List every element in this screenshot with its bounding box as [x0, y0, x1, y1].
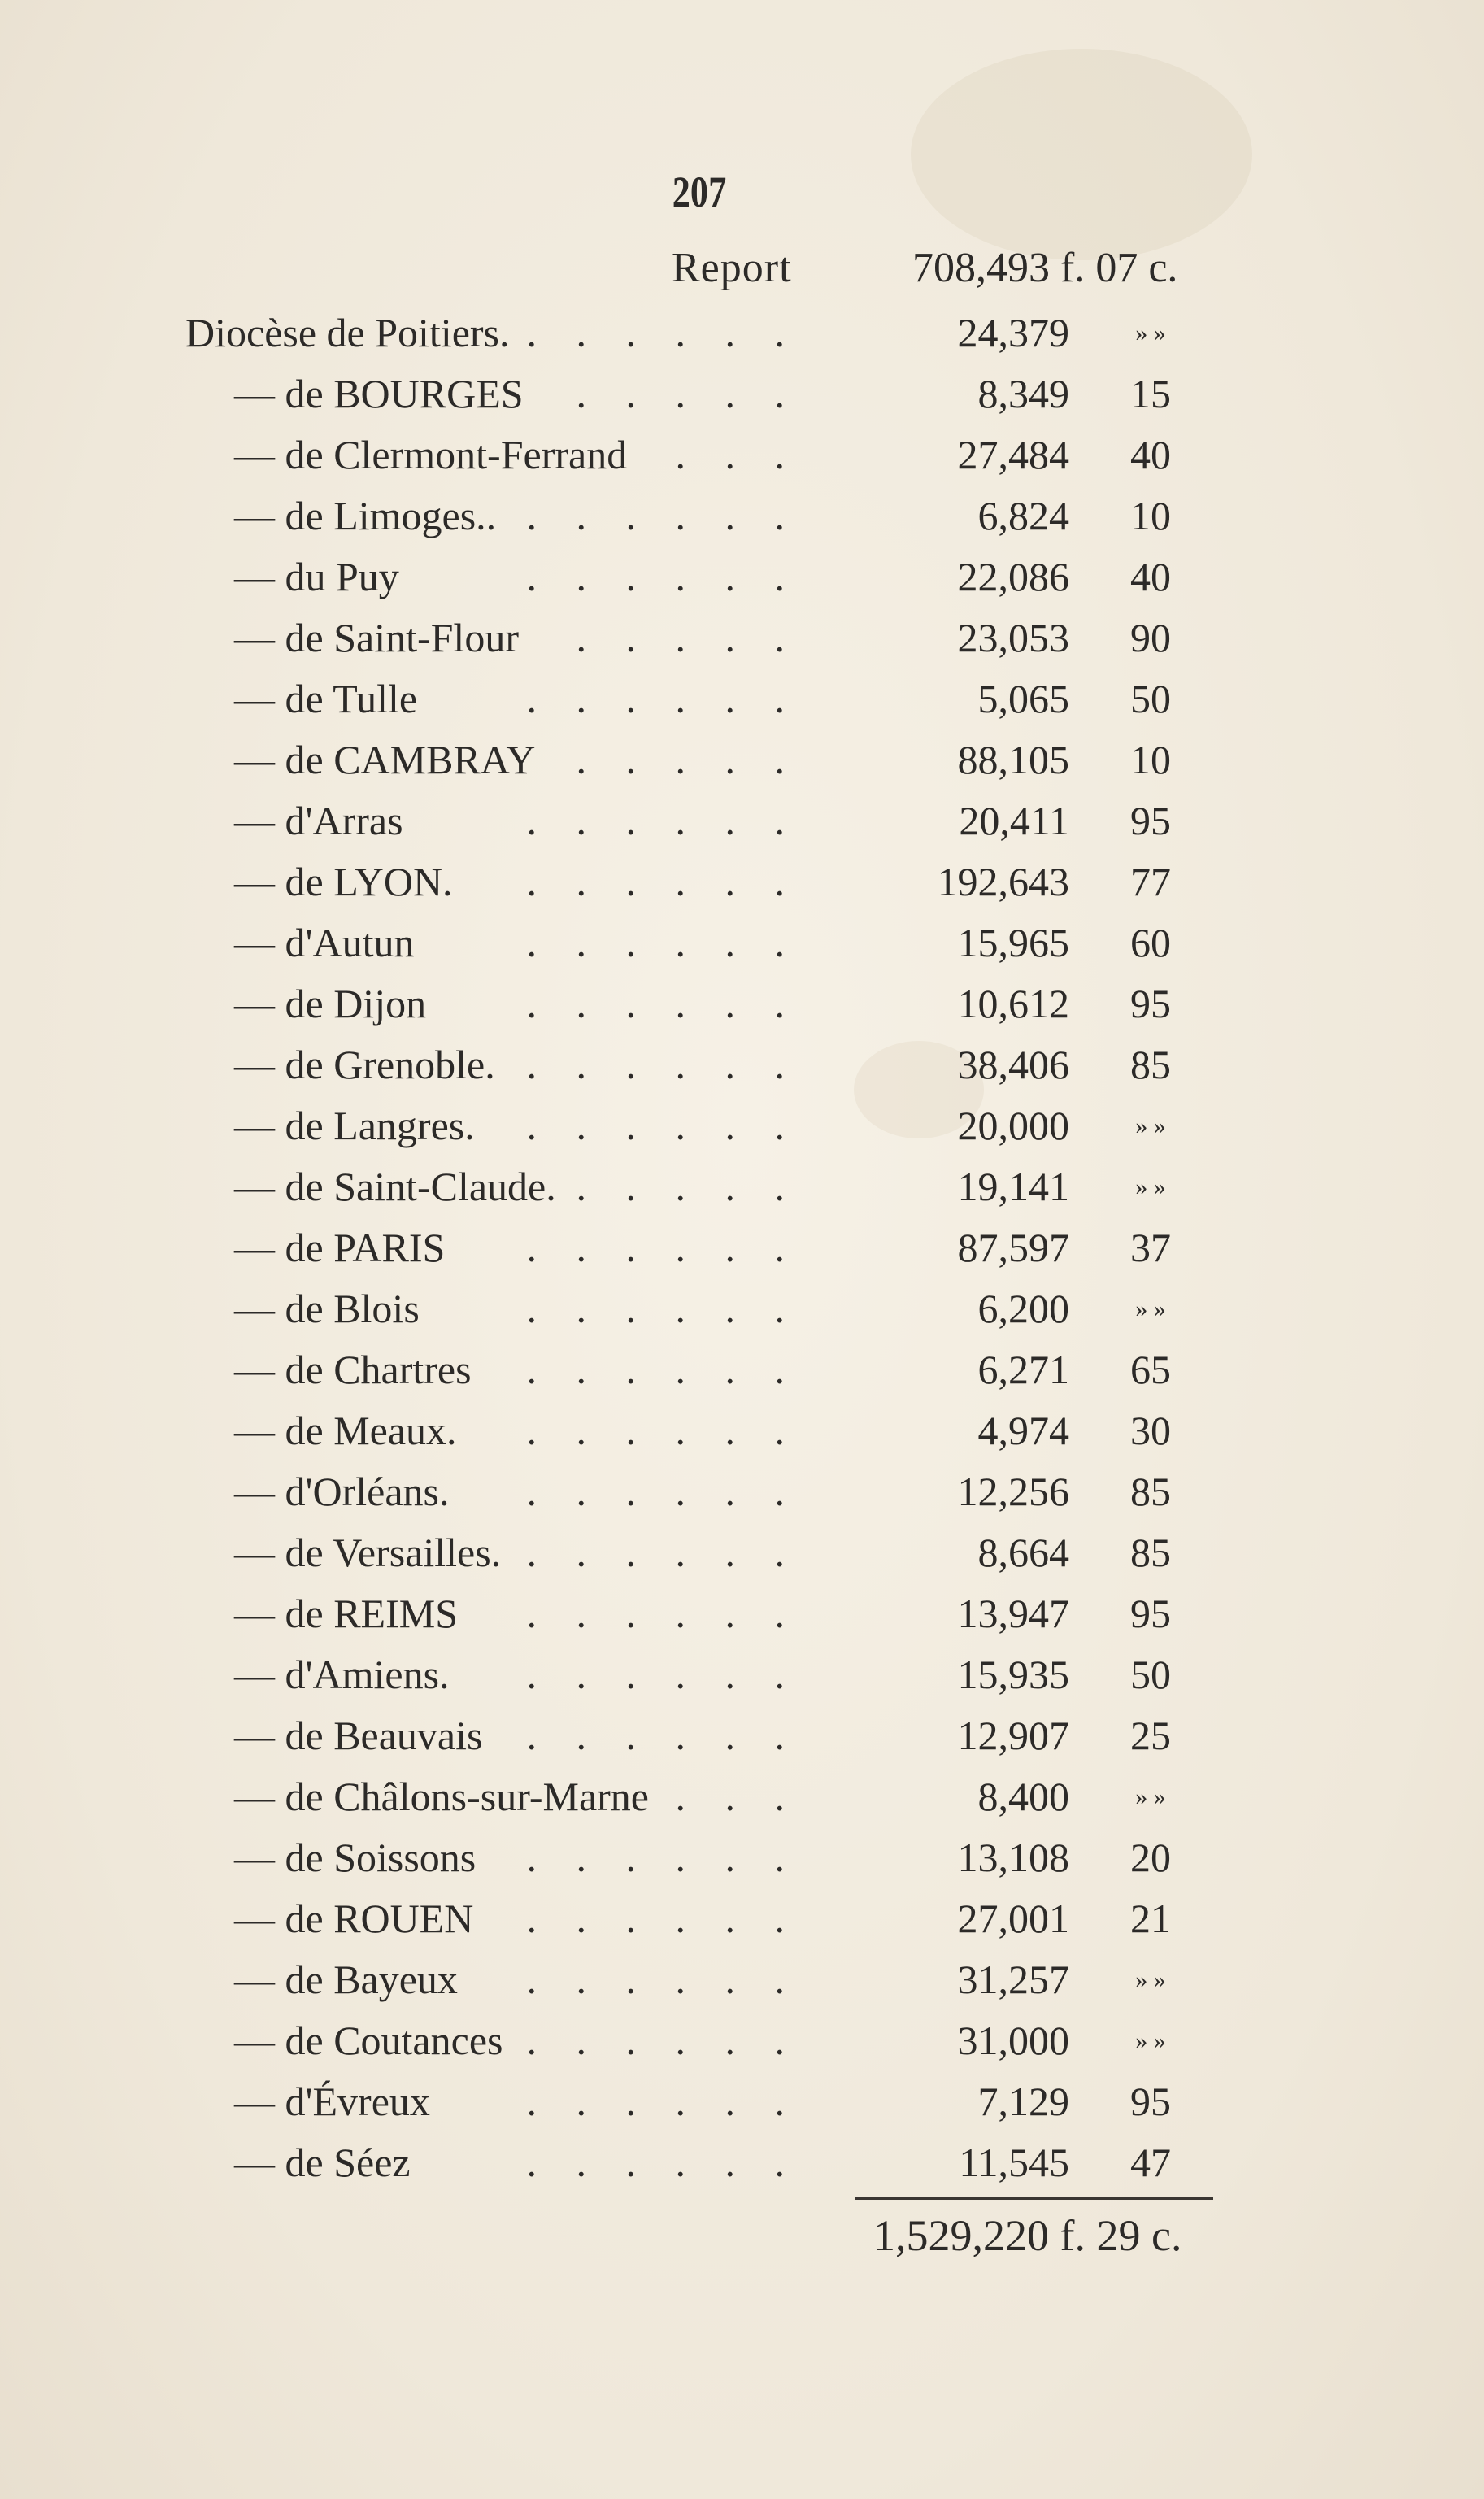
- diocese-row: [0, 1339, 1484, 1400]
- leader-dots: . . . . . .: [526, 1957, 799, 2002]
- amount-francs: 13,947: [957, 1591, 1069, 1636]
- diocese-row: [0, 607, 1484, 668]
- leader-dots: . . . . . .: [526, 981, 799, 1026]
- diocese-name: — de ROUEN: [234, 1896, 474, 1941]
- amount-cents: 37: [1130, 1225, 1171, 1270]
- amount-cents: » »: [1135, 320, 1166, 346]
- diocese-row: [0, 1461, 1484, 1522]
- amount-francs: 87,597: [957, 1225, 1069, 1270]
- diocese-row: [0, 1827, 1484, 1888]
- amount-cents: 85: [1130, 1469, 1171, 1514]
- amount-francs: 7,129: [977, 2079, 1069, 2124]
- amount-francs: 6,200: [977, 1286, 1069, 1331]
- amount-cents: 10: [1130, 737, 1171, 782]
- diocese-row: [0, 1217, 1484, 1278]
- amount-francs: 88,105: [957, 737, 1069, 782]
- leader-dots: . . . . . .: [526, 2140, 799, 2185]
- diocese-name: — de Coutances: [234, 2018, 503, 2063]
- leader-dots: . . . . . .: [526, 1469, 799, 1514]
- diocese-row: [0, 303, 1484, 364]
- amount-cents: 47: [1130, 2140, 1171, 2185]
- diocese-row: [0, 1034, 1484, 1095]
- paper-stain: [911, 49, 1252, 260]
- grand-total: 1,529,220 f. 29 c.: [873, 2211, 1182, 2260]
- amount-francs: 13,108: [957, 1835, 1069, 1880]
- amount-francs: 19,141: [957, 1164, 1069, 1209]
- leader-dots: . . . . . .: [526, 1591, 799, 1636]
- amount-francs: 24,379: [957, 310, 1069, 355]
- amount-cents: 30: [1130, 1408, 1171, 1453]
- leader-dots: . . . . . .: [526, 1652, 799, 1697]
- leader-dots: . . . . . .: [526, 1835, 799, 1880]
- page-number: 207: [672, 168, 727, 216]
- amount-francs: 31,257: [957, 1957, 1069, 2002]
- diocese-name: — de Langres.: [234, 1103, 475, 1148]
- diocese-row: [0, 851, 1484, 912]
- diocese-list: [0, 303, 1484, 2193]
- leader-dots: . . . . . .: [526, 554, 799, 599]
- leader-dots: . . . . . .: [526, 1408, 799, 1453]
- amount-cents: 25: [1130, 1713, 1171, 1758]
- amount-cents: 15: [1130, 371, 1171, 416]
- diocese-row: [0, 973, 1484, 1034]
- leader-dots: . . . . . .: [526, 676, 799, 721]
- amount-cents: 50: [1130, 676, 1171, 721]
- diocese-row: [0, 1522, 1484, 1583]
- report-sum: 708,493 f. 07 c.: [912, 245, 1178, 291]
- diocese-name: — d'Amiens.: [234, 1652, 450, 1697]
- diocese-row: [0, 1278, 1484, 1339]
- diocese-name: — de Séez: [234, 2140, 411, 2185]
- diocese-name: — de Dijon: [234, 981, 427, 1026]
- diocese-row: [0, 729, 1484, 790]
- amount-francs: 20,411: [959, 798, 1069, 843]
- amount-cents: » »: [1135, 1966, 1166, 1993]
- diocese-name: — de Limoges..: [234, 493, 497, 538]
- report-label: Report: [672, 245, 792, 291]
- diocese-row: [0, 1400, 1484, 1461]
- amount-cents: » »: [1135, 1295, 1166, 1322]
- leader-dots: . . . . . .: [526, 310, 799, 355]
- amount-francs: 12,907: [957, 1713, 1069, 1758]
- diocese-name: — de CAMBRAY: [234, 737, 536, 782]
- diocese-name: — de Clermont-Ferrand: [234, 432, 628, 477]
- amount-francs: 15,965: [957, 920, 1069, 965]
- amount-francs: 6,271: [977, 1347, 1069, 1392]
- amount-cents: 21: [1130, 1896, 1171, 1941]
- diocese-name: — de BOURGES: [234, 371, 524, 416]
- leader-dots: . . . . . .: [526, 493, 799, 538]
- leader-dots: . . . . . .: [526, 1225, 799, 1270]
- amount-cents: 50: [1130, 1652, 1171, 1697]
- diocese-row: [0, 1156, 1484, 1217]
- diocese-row: [0, 668, 1484, 729]
- amount-francs: 6,824: [977, 493, 1069, 538]
- leader-dots: . . . . . .: [526, 2079, 799, 2124]
- amount-francs: 23,053: [957, 615, 1069, 660]
- diocese-name: — de Tulle: [234, 676, 418, 721]
- amount-francs: 27,001: [957, 1896, 1069, 1941]
- diocese-row: [0, 546, 1484, 607]
- diocese-name: Diocèse de Poitiers.: [185, 310, 510, 355]
- amount-francs: 27,484: [957, 432, 1069, 477]
- amount-cents: 95: [1130, 798, 1171, 843]
- amount-cents: » »: [1135, 2027, 1166, 2054]
- diocese-row: [0, 2010, 1484, 2071]
- diocese-name: — de Versailles.: [234, 1530, 502, 1575]
- diocese-name: — du Puy: [234, 554, 399, 599]
- amount-francs: 10,612: [957, 981, 1069, 1026]
- leader-dots: . . .: [675, 1774, 799, 1819]
- total-rule: [855, 2197, 1213, 2200]
- diocese-row: [0, 424, 1484, 485]
- amount-cents: 40: [1130, 554, 1171, 599]
- amount-francs: 38,406: [957, 1042, 1069, 1087]
- diocese-name: — de Bayeux: [234, 1957, 458, 2002]
- leader-dots: . . . . .: [576, 615, 799, 660]
- amount-francs: 8,349: [977, 371, 1069, 416]
- diocese-name: — de Chartres: [234, 1347, 472, 1392]
- amount-cents: 10: [1130, 493, 1171, 538]
- amount-francs: 31,000: [957, 2018, 1069, 2063]
- diocese-row: [0, 790, 1484, 851]
- amount-cents: 77: [1130, 859, 1171, 904]
- amount-francs: 8,400: [977, 1774, 1069, 1819]
- leader-dots: . . . . . .: [526, 1286, 799, 1331]
- diocese-row: [0, 912, 1484, 973]
- leader-dots: . . . . . .: [526, 1042, 799, 1087]
- leader-dots: . . . . .: [576, 1164, 799, 1209]
- amount-cents: » »: [1135, 1112, 1166, 1139]
- leader-dots: . . . . . .: [526, 2018, 799, 2063]
- amount-francs: 20,000: [957, 1103, 1069, 1148]
- diocese-name: — d'Évreux: [234, 2079, 430, 2124]
- diocese-name: — de Saint-Flour: [234, 615, 519, 660]
- diocese-row: [0, 1583, 1484, 1644]
- diocese-name: — de REIMS: [234, 1591, 458, 1636]
- diocese-name: — de PARIS: [234, 1225, 446, 1270]
- amount-francs: 5,065: [977, 676, 1069, 721]
- diocese-row: [0, 1644, 1484, 1705]
- diocese-name: — de Meaux.: [234, 1408, 457, 1453]
- amount-cents: 65: [1130, 1347, 1171, 1392]
- diocese-name: — d'Arras: [234, 798, 403, 843]
- amount-francs: 12,256: [957, 1469, 1069, 1514]
- amount-francs: 15,935: [957, 1652, 1069, 1697]
- amount-cents: 60: [1130, 920, 1171, 965]
- leader-dots: . . . . . .: [526, 1103, 799, 1148]
- leader-dots: . . . . . .: [526, 798, 799, 843]
- diocese-row: [0, 2132, 1484, 2193]
- leader-dots: . . . . . .: [526, 1530, 799, 1575]
- amount-francs: 11,545: [959, 2140, 1069, 2185]
- amount-cents: 95: [1130, 2079, 1171, 2124]
- leader-dots: . . . . . .: [526, 1347, 799, 1392]
- diocese-row: [0, 364, 1484, 424]
- diocese-row: [0, 1095, 1484, 1156]
- diocese-row: [0, 485, 1484, 546]
- diocese-row: [0, 1705, 1484, 1766]
- leader-dots: . . . . . .: [526, 1896, 799, 1941]
- diocese-name: — de Blois: [234, 1286, 420, 1331]
- diocese-name: — de Saint-Claude.: [234, 1164, 556, 1209]
- leader-dots: . . .: [675, 432, 799, 477]
- diocese-name: — de Beauvais: [234, 1713, 483, 1758]
- leader-dots: . . . . . .: [526, 920, 799, 965]
- amount-cents: 85: [1130, 1042, 1171, 1087]
- diocese-row: [0, 1888, 1484, 1949]
- amount-francs: 192,643: [937, 859, 1069, 904]
- leader-dots: . . . . . .: [526, 859, 799, 904]
- amount-cents: 85: [1130, 1530, 1171, 1575]
- amount-cents: 20: [1130, 1835, 1171, 1880]
- diocese-name: — de Grenoble.: [234, 1042, 495, 1087]
- amount-cents: » »: [1135, 1173, 1166, 1200]
- leader-dots: . . . . .: [576, 737, 799, 782]
- diocese-name: — de Châlons-sur-Marne: [234, 1774, 649, 1819]
- leader-dots: . . . . .: [576, 371, 799, 416]
- diocese-row: [0, 2071, 1484, 2132]
- amount-francs: 4,974: [977, 1408, 1069, 1453]
- amount-cents: 95: [1130, 1591, 1171, 1636]
- amount-cents: 95: [1130, 981, 1171, 1026]
- diocese-name: — de Soissons: [234, 1835, 477, 1880]
- amount-cents: 90: [1130, 615, 1171, 660]
- amount-francs: 22,086: [957, 554, 1069, 599]
- diocese-name: — de LYON.: [234, 859, 453, 904]
- leader-dots: . . . . . .: [526, 1713, 799, 1758]
- diocese-row: [0, 1766, 1484, 1827]
- amount-cents: » »: [1135, 1783, 1166, 1810]
- amount-cents: 40: [1130, 432, 1171, 477]
- amount-francs: 8,664: [977, 1530, 1069, 1575]
- diocese-row: [0, 1949, 1484, 2010]
- diocese-name: — d'Orléans.: [234, 1469, 450, 1514]
- diocese-name: — d'Autun: [234, 920, 415, 965]
